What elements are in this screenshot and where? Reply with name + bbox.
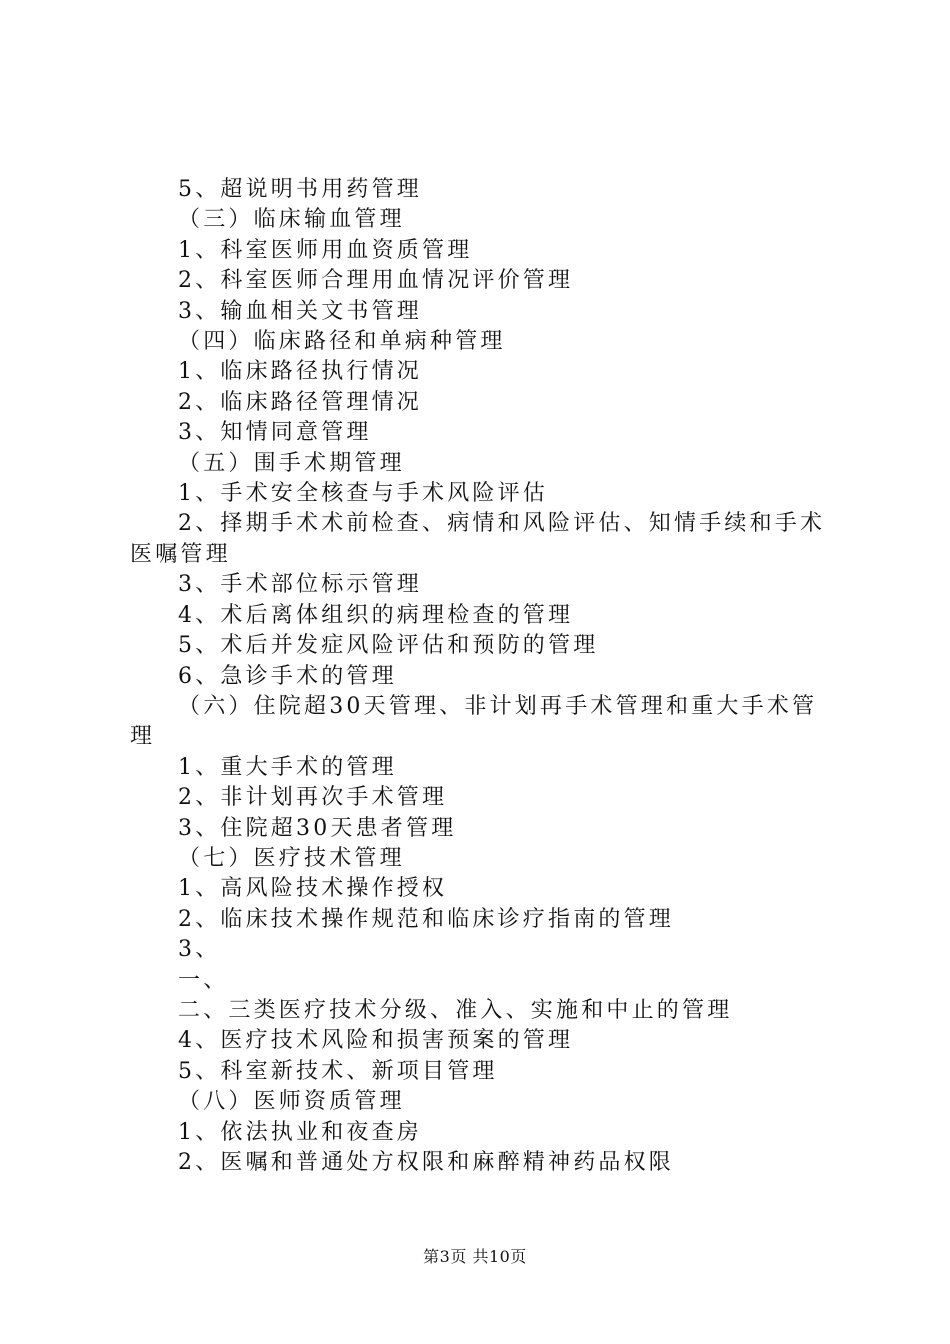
list-item bbox=[130, 509, 835, 570]
list-item: 1、重大手术的管理 bbox=[178, 754, 397, 780]
list-item: 一、 bbox=[178, 967, 229, 993]
list-item: 6、急诊手术的管理 bbox=[178, 663, 397, 689]
list-item: 3、手术部位标示管理 bbox=[178, 572, 422, 598]
list-item: 2、科室医师合理用血情况评价管理 bbox=[178, 268, 574, 294]
list-item: 1、高风险技术操作授权 bbox=[178, 876, 448, 902]
list-item: 3、住院超30天患者管理 bbox=[178, 815, 457, 841]
list-item: 5、术后并发症风险评估和预防的管理 bbox=[178, 633, 599, 659]
list-item: 5、超说明书用药管理 bbox=[178, 177, 422, 202]
page-footer bbox=[0, 1244, 950, 1267]
list-item: 5、科室新技术、新项目管理 bbox=[178, 1058, 498, 1084]
page-number: 第3页 共10页 bbox=[423, 1247, 527, 1266]
list-item: 4、医疗技术风险和损害预案的管理 bbox=[178, 1028, 574, 1054]
list-item: 1、科室医师用血资质管理 bbox=[178, 237, 473, 263]
list-item-text: 2、择期手术术前检查、病情和风险评估、知情手续和手术医嘱管理 bbox=[130, 511, 826, 567]
section-heading: （八）医师资质管理 bbox=[178, 1089, 405, 1115]
section-heading: （三）临床输血管理 bbox=[178, 207, 405, 233]
list-item: 3、输血相关文书管理 bbox=[178, 298, 422, 324]
section-heading-text: （六）住院超30天管理、非计划再手术管理和重大手术管理 bbox=[130, 693, 818, 750]
list-item: 3、知情同意管理 bbox=[178, 420, 372, 446]
list-item: 1、依法执业和夜查房 bbox=[178, 1119, 422, 1145]
section-heading: （四）临床路径和单病种管理 bbox=[178, 329, 506, 355]
list-item: 二、三类医疗技术分级、准入、实施和中止的管理 bbox=[178, 997, 733, 1023]
list-item: 1、手术安全核查与手术风险评估 bbox=[178, 481, 548, 507]
list-item: 2、医嘱和普通处方权限和麻醉精神药品权限 bbox=[178, 1150, 674, 1175]
list-item: 1、临床路径执行情况 bbox=[178, 359, 422, 385]
list-item: 2、临床技术操作规范和临床诊疗指南的管理 bbox=[178, 906, 674, 932]
section-heading bbox=[130, 692, 835, 753]
document-body bbox=[130, 175, 835, 1178]
section-heading: （五）围手术期管理 bbox=[178, 450, 405, 476]
section-heading: （七）医疗技术管理 bbox=[178, 845, 405, 871]
list-item: 2、非计划再次手术管理 bbox=[178, 785, 448, 811]
list-item: 3、 bbox=[178, 937, 221, 963]
list-item: 2、临床路径管理情况 bbox=[178, 389, 422, 415]
list-item: 4、术后离体组织的病理检查的管理 bbox=[178, 602, 574, 628]
